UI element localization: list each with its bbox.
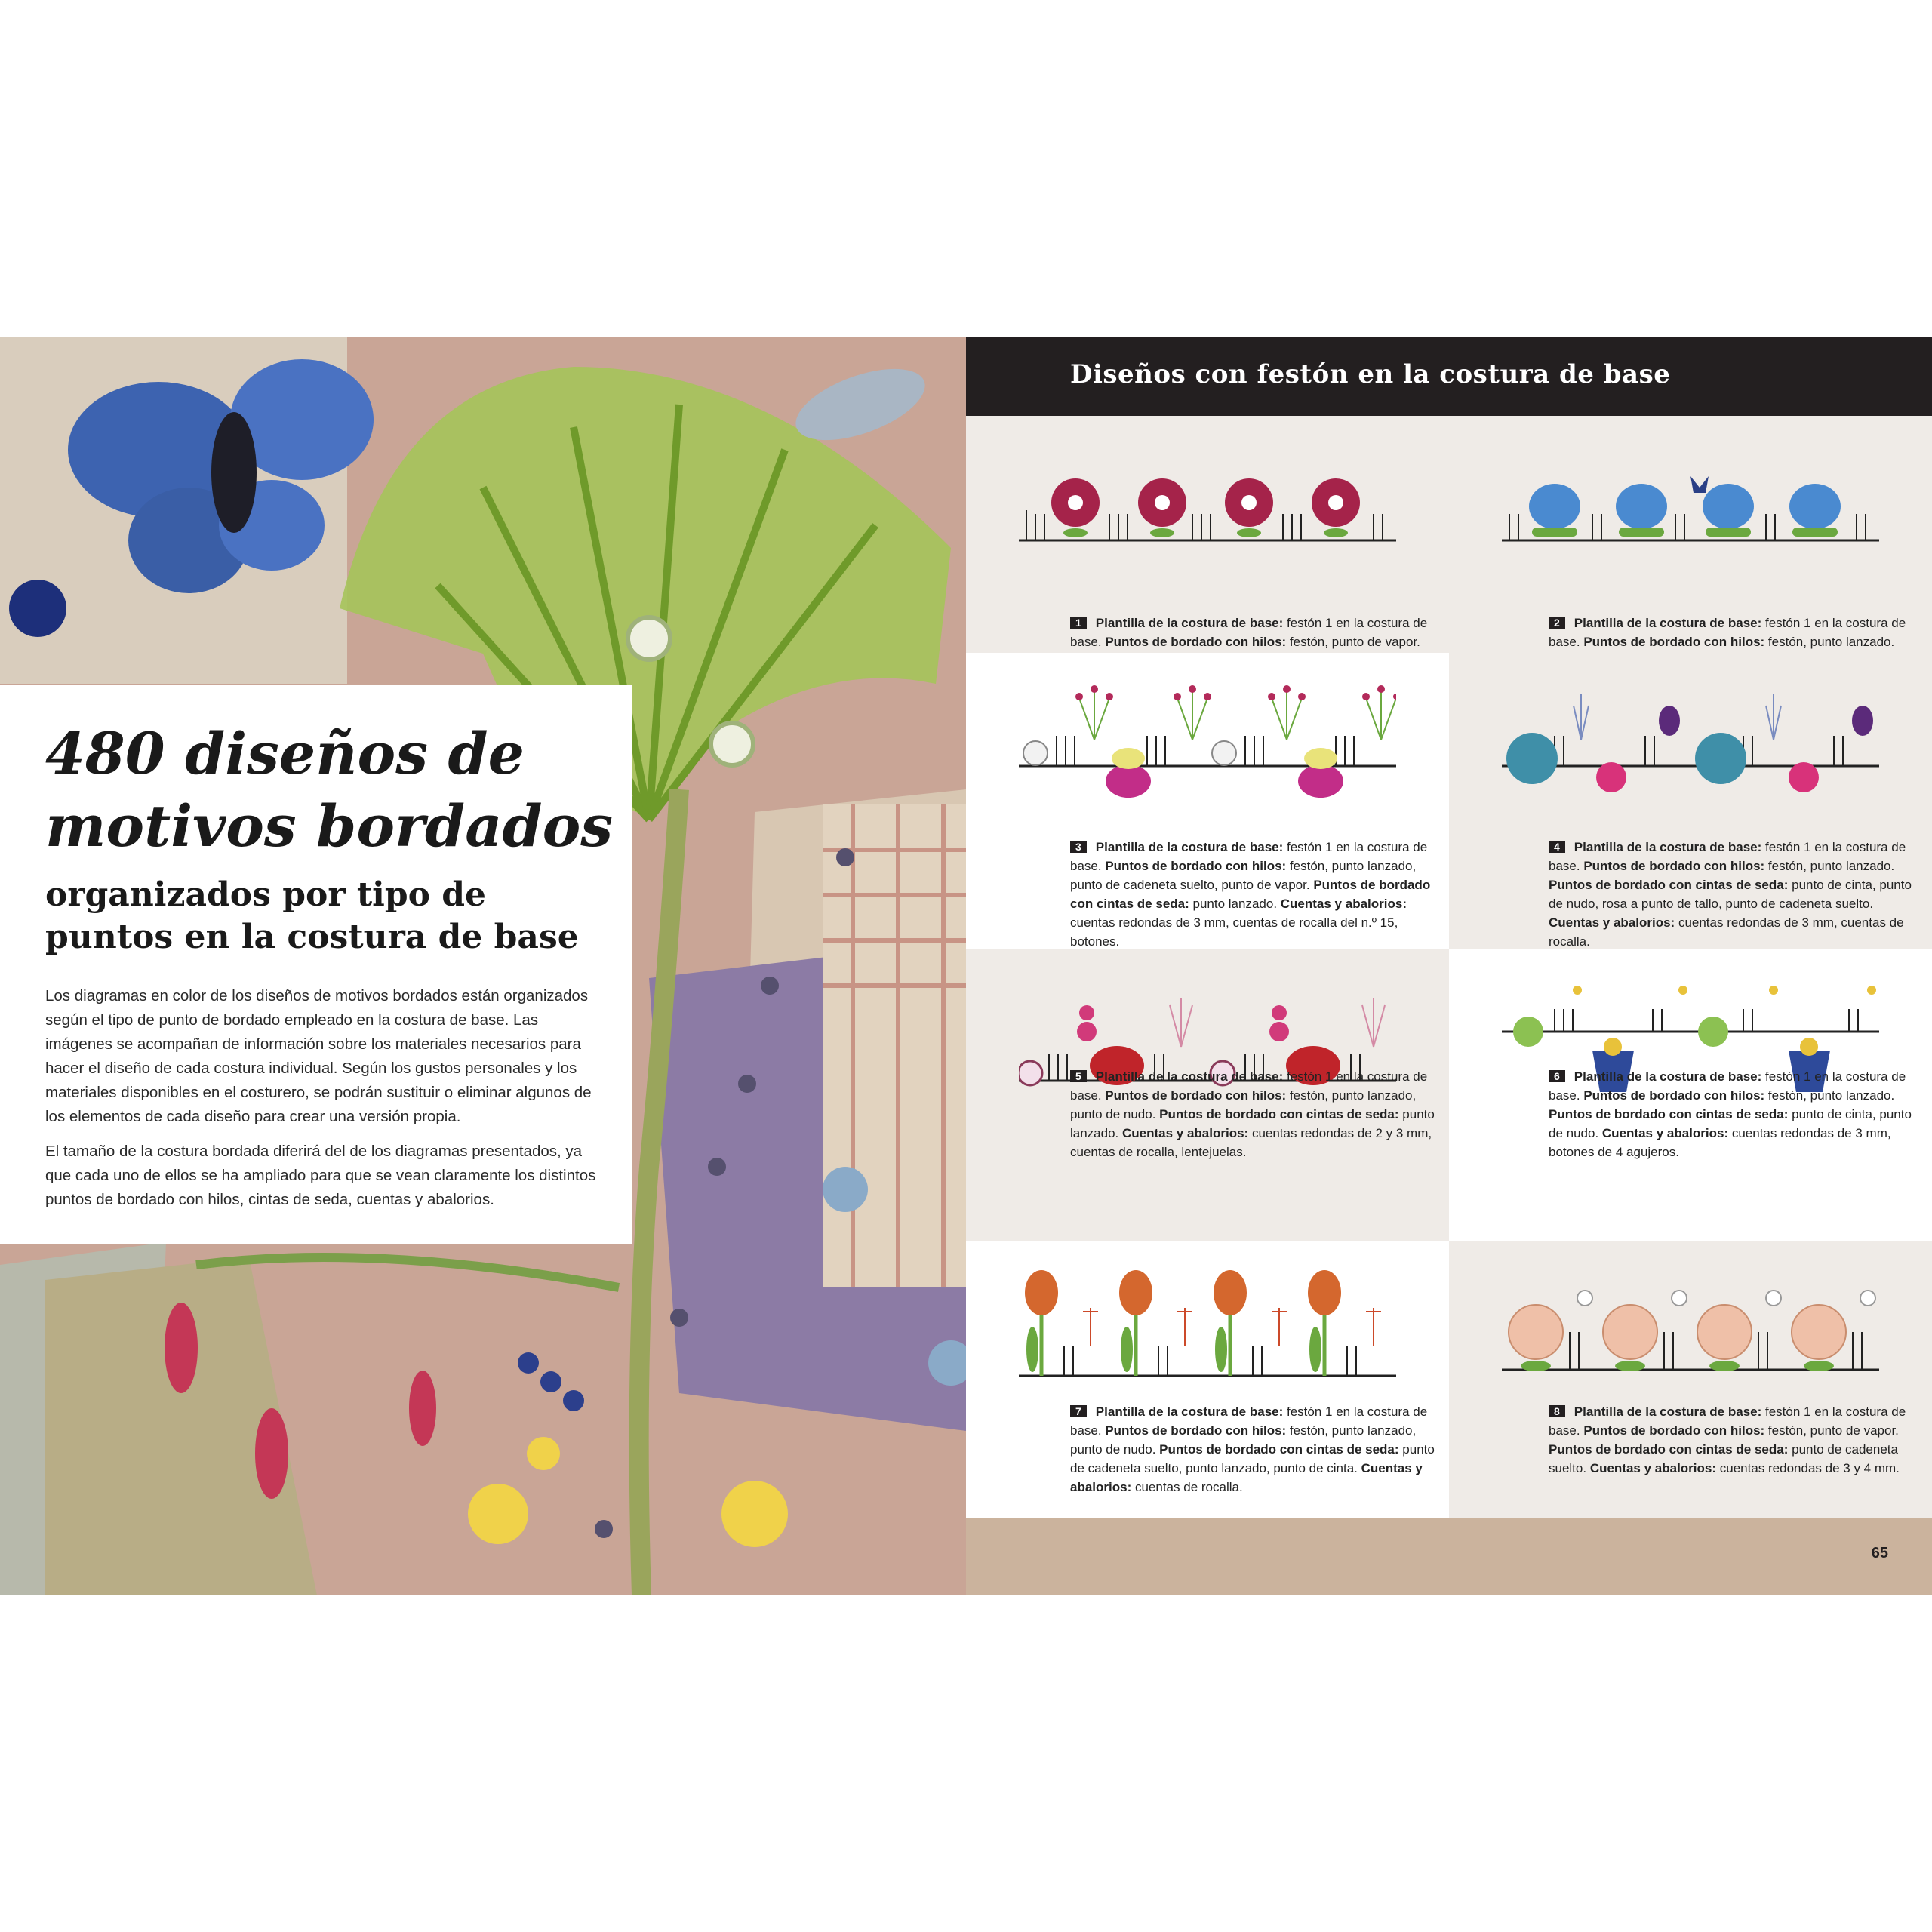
- section-title: Diseños con festón en la costura de base: [1070, 359, 1671, 389]
- section-header: [966, 337, 1932, 416]
- design-2-diagram: [1502, 469, 1879, 552]
- page-headline: [45, 718, 613, 863]
- design-3-caption: 3 Plantilla de la costura de base: festón 1 en la costura de base. Puntos de bordado con hilos: festón, punto lanzado, punto de cadeneta suelto, punto de vapor. Puntos de bordado con cintas de seda: punto lanzado. Cuentas y abalorios: cuentas redondas de 3 mm, cuentas de rocalla del n.º 15, botones.: [1070, 840, 1431, 949]
- design-number: 3: [1070, 841, 1087, 853]
- headline-line: motivos bordados: [45, 792, 614, 860]
- design-cell-7: [966, 1241, 1449, 1518]
- design-number: 6: [1549, 1070, 1565, 1082]
- design-5-caption: 5 Plantilla de la costura de base: festón 1 en la costura de base. Puntos de bordado con hilos: festón, punto lanzado, punto de nudo. Puntos de bordado con cintas de seda: punto lanzado. Cuentas y abalorios: cuentas redondas de 2 y 3 mm, cuentas de rocalla, lentejuelas.: [1070, 1069, 1435, 1159]
- design-number: 5: [1070, 1070, 1087, 1082]
- design-8-diagram: [1502, 1287, 1879, 1385]
- design-number: 4: [1549, 841, 1565, 853]
- design-7-diagram: [1019, 1263, 1396, 1391]
- design-8-caption: 8 Plantilla de la costura de base: festón 1 en la costura de base. Puntos de bordado con hilos: festón, punto de vapor. Puntos de bordado con cintas de seda: punto de cadeneta suelto. Cuentas y abalorios: cuentas redondas de 3 y 4 mm.: [1549, 1404, 1906, 1475]
- page-subheadline: [45, 874, 579, 958]
- page-footer: [966, 1518, 1932, 1595]
- design-number: 8: [1549, 1405, 1565, 1417]
- design-number: 1: [1070, 617, 1087, 629]
- design-cell-4: [1449, 653, 1932, 949]
- design-cell-8: [1449, 1241, 1932, 1518]
- left-page: [0, 337, 966, 1595]
- design-2-caption: 2 Plantilla de la costura de base: festón 1 en la costura de base. Puntos de bordado con hilos: festón, punto lanzado.: [1549, 616, 1906, 649]
- page-number: 65: [1871, 1545, 1888, 1561]
- book-spread: [0, 337, 1932, 1595]
- design-3-diagram: [1019, 675, 1396, 808]
- design-7-caption: 7 Plantilla de la costura de base: festón 1 en la costura de base. Puntos de bordado con hilos: festón, punto lanzado, punto de nudo. Puntos de bordado con cintas de seda: punto de cadeneta suelto, punto lanzado, punto de cinta. Cuentas y abalorios: cuentas de rocalla.: [1070, 1404, 1435, 1494]
- design-1-caption: 1 Plantilla de la costura de base: festón 1 en la costura de base. Puntos de bordado con hilos: festón, punto de vapor.: [1070, 616, 1428, 649]
- intro-paragraph: Los diagramas en color de los diseños de motivos bordados están organizados según el tipo de punto de bordado empleado en la costura de base. Las imágenes se acompañan de información sobre los materiales necesarios para hacer el diseño de cada costura individual. Según los gustos personales y los materiales disponibles en el costurero, se podrán sustituir o eliminar algunos de los elementos de cada diseño para crear una versión propia.: [45, 987, 592, 1125]
- headline-line: 480 diseños de: [45, 720, 525, 787]
- intro-paragraph: El tamaño de la costura bordada diferirá del de los diagramas presentados, ya que cada uno de ellos se ha ampliado para que se vean claramente los distintos puntos de bordado con hilos, cintas de seda, cuentas y abalorios.: [45, 1143, 596, 1208]
- design-cell-2: [1449, 416, 1932, 653]
- design-cell-5: [966, 949, 1449, 1241]
- subheadline-line: organizados por tipo de: [45, 875, 487, 914]
- subheadline-line: puntos en la costura de base: [45, 918, 579, 956]
- design-cell-3: [966, 653, 1449, 949]
- design-4-diagram: [1502, 675, 1879, 808]
- design-6-caption: 6 Plantilla de la costura de base: festón 1 en la costura de base. Puntos de bordado con hilos: festón, punto lanzado. Puntos de bordado con cintas de seda: punto de cinta, punto de nudo. Cuentas y abalorios: cuentas redondas de 3 mm, botones de 4 agujeros.: [1549, 1069, 1912, 1159]
- intro-text: [45, 984, 604, 1223]
- design-number: 2: [1549, 617, 1565, 629]
- design-1-diagram: [1019, 469, 1396, 552]
- design-number: 7: [1070, 1405, 1087, 1417]
- right-page: [966, 337, 1932, 1595]
- design-cell-6: [1449, 949, 1932, 1241]
- design-4-caption: 4 Plantilla de la costura de base: festón 1 en la costura de base. Puntos de bordado con hilos: festón, punto lanzado. Puntos de bordado con cintas de seda: punto de cinta, punto de nudo, rosa a punto de tallo, punto de cadeneta suelto. Cuentas y abalorios: cuentas redondas de 3 mm, cuentas de rocalla.: [1549, 840, 1912, 949]
- design-cell-1: [966, 416, 1449, 653]
